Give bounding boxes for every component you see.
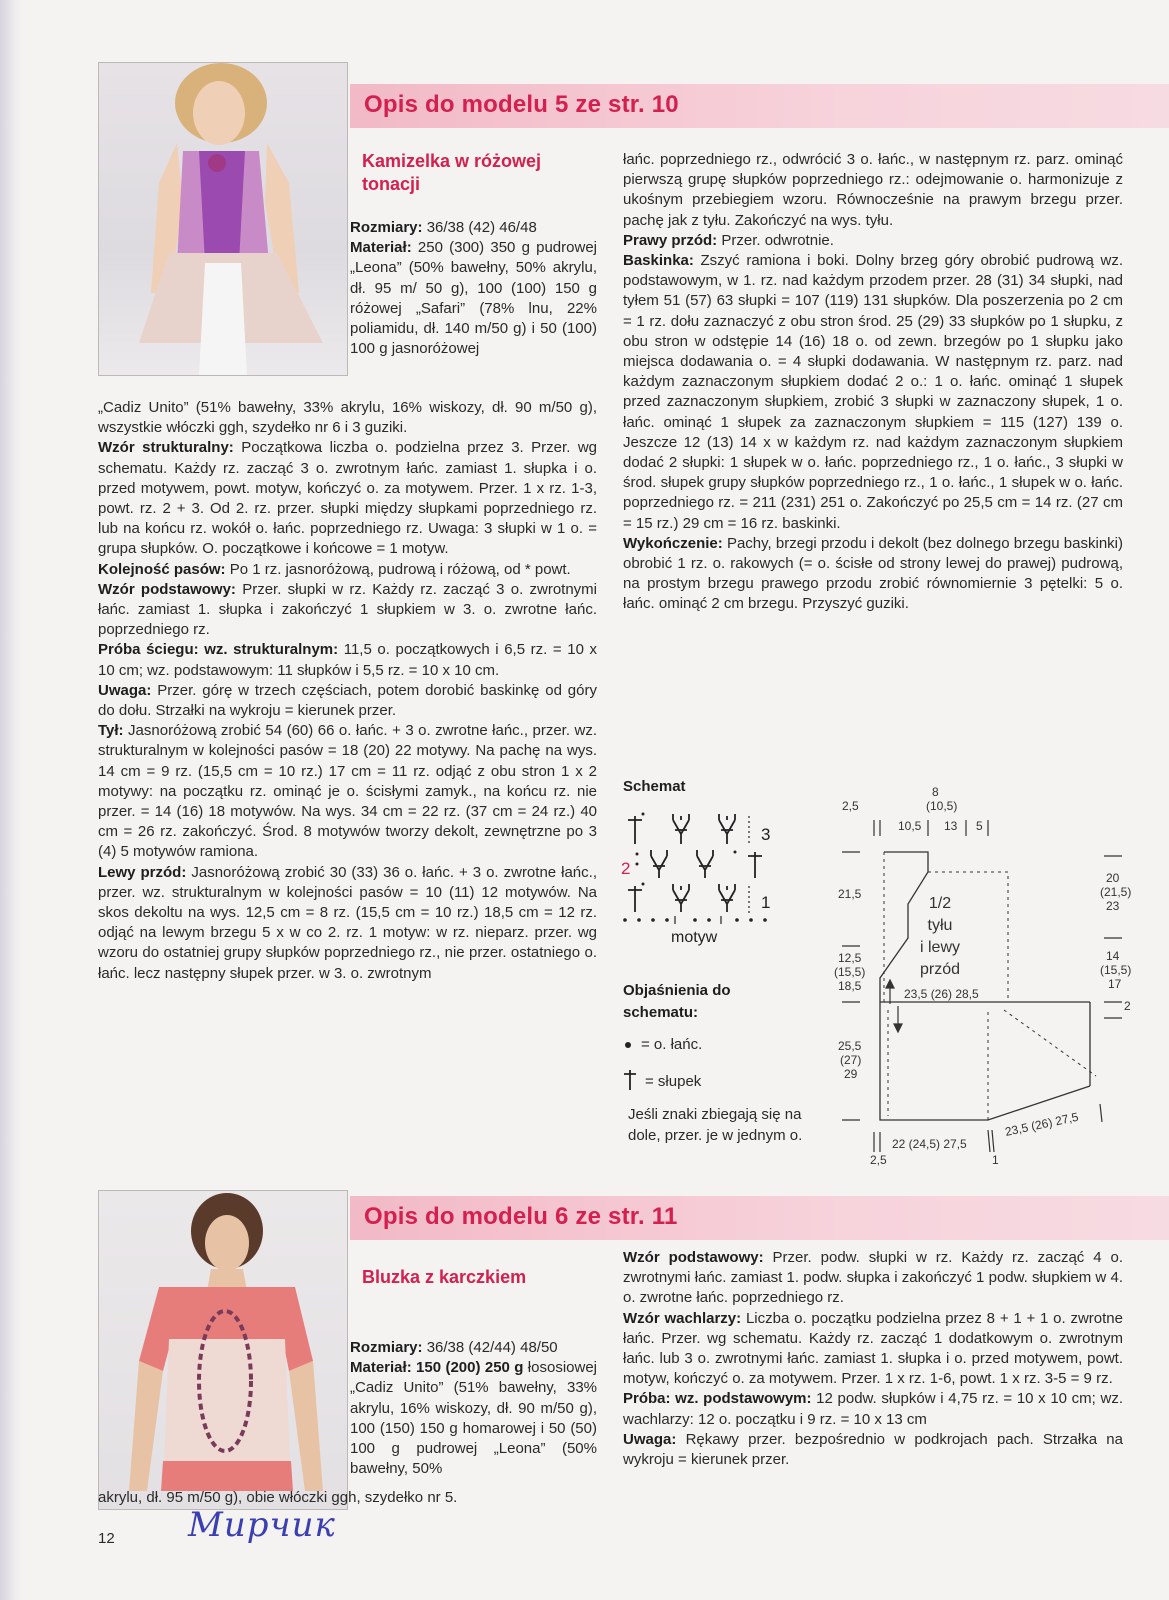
pattern-width-5: 5 <box>976 819 983 833</box>
paragraph-text: Przer. odwrotnie. <box>717 231 834 249</box>
paragraph-text: Jasnoróżową zrobić 30 (33) 36 o. łańc. + 3 o. zwrotne łańc., przer. wz. strukturalnym w kolejności pasów = 10 (11) 12 motywów. Na skos dekoltu na wys. 12,5 cm = 8 rz. (15,5 cm = 10 rz.) 18,5 cm = 12 rz. odjąć na lewym brzegu 5 x w co 2. rz. 1 motyw: w rz. nieparz. przer. wg wzoru do ostatniej grupy słupków poprzedniego rz., nie przer. ostatniego o. łańc. lecz następny słupek przer. w 3. o. zwrotnym <box>98 863 597 982</box>
paragraph-text: Pachy, brzegi przodu i dekolt (bez dolnego brzegu baskinki) obrobić 1 rz. o. rakowych (= o. ścisłe od strony lewej do prawej) pudrową, na prostym brzegu prawego przodu zrobić równomiernie 3 pętelki: 5 o. łańc. ominąć 2 cm brzegu. Przyszyć guziki. <box>623 534 1123 613</box>
paragraph <box>98 580 597 641</box>
model5-column-2 <box>623 150 1123 615</box>
paragraph-label: Rozmiary: <box>350 219 423 236</box>
paragraph-text: Zszyć ramiona i boki. Dolny brzeg góry obrobić pudrową wz. podstawowym, w 1. rz. nad każdym przodem przer. 28 (31) 34 słupki, nad tyłem 51 (57) 63 słupki = 107 (119) 131 słupków. Dla poszerzenia po 2 cm = 1 rz. dołu zaznaczyć z obu stron środ. 25 (29) 33 słupków po 1 słupku, z obu stron w odstępie 14 (16) 18 o. od zewn. brzegów po 1 słupku jako miejsca dodawania o. = 4 słupki dodawania. W następnym rz. parz. nad każdym zaznaczonym słupkiem dodać 2 o.: 1 o. łańc. ominąć 1 słupek przed zaznaczonym słupkiem, zrobić 3 słupki w zaznaczony słupek, 1 o. łańc. ominąć 1 słupek za zaznaczonym słupkiem = 115 (127) 139 o. Jeszcze 12 (13) 14 x w każdym rz. nad każdym zaznaczonym słupkiem dodać 2 słupki: 1 słupek w o. łańc. poprzedniego rz., 1 o. łańc., 3 słupki w środ. słupek grupy słupków poprzedniego rz., 1 o. łańc., 1 słupek w o. łańc. poprzedniego rz. = 211 (231) 251 o. Zakończyć po 25,5 cm = 14 rz. (27 cm = 15 rz.) 29 cm = 16 rz. baskinki. <box>623 252 1123 532</box>
paragraph-text: Po 1 rz. jasnoróżową, pudrową i różową, od * powt. <box>225 560 571 578</box>
paragraph <box>98 681 597 721</box>
paragraph-label: Materiał: <box>350 239 412 257</box>
model6-column-2 <box>623 1248 1123 1470</box>
signature-watermark: Мирчик <box>188 1505 336 1545</box>
pattern-width-2-5: 2,5 <box>842 799 859 813</box>
paragraph-text: „Cadiz Unito” (51% bawełny, 33% akrylu, 16% wiskozy, dł. 90 m/50 g), wszystkie włóczki ggh, szydełko nr 6 i 3 guziki. <box>98 399 597 437</box>
paragraph-label: Próba: wz. podstawowym: <box>623 1390 812 1408</box>
pattern-top-10-5: (10,5) <box>926 799 958 813</box>
pattern-bottom-1: 1 <box>992 1153 999 1167</box>
paragraph <box>350 218 597 238</box>
paragraph-text: łańc. poprzedniego rz., odwrócić 3 o. łańc., w następnym rz. parz. ominąć pierwszą grupę słupków poprzedniego rz.: odejmowanie o. harmonizuje z ukośnym przebiegiem wzoru. Równocześnie na prawym brzegu przer. pachę jak z tyłu. Zakończyć na wys. tyłu. <box>623 151 1123 229</box>
paragraph <box>350 238 597 359</box>
pattern-right-2: 2 <box>1124 999 1131 1013</box>
pattern-top-8: 8 <box>932 785 939 799</box>
model6-column-1 <box>350 1338 597 1479</box>
pattern-bottom-width: 22 (24,5) 27,5 <box>892 1137 967 1151</box>
paragraph-label: Wzór wachlarzy: <box>623 1309 742 1327</box>
chart-chain-dots <box>623 813 767 922</box>
pattern-right-15-5: (15,5) <box>1100 963 1132 977</box>
paragraph <box>623 251 1123 534</box>
chain-dot-icon <box>625 1042 631 1048</box>
paragraph <box>98 721 597 862</box>
pattern-label-line-1: 1/2 <box>928 895 952 912</box>
paragraph-text: 250 (300) 350 g pudrowej „Leona” (50% bawełny, 50% akrylu, dł. 95 m/ 50 g), 100 (100) 150 g różowej „Safari” (78% lnu, 22% poliamidu, dł. 140 m/50 g) i 50 (100) 100 g jasnoróżowej <box>350 239 597 358</box>
paragraph-text: łososiowej „Cadiz Unito” (51% bawełny, 33% akrylu, 16% wiskozy, dł. 90 m/50 g), 100 (150) 150 g homarowej i 50 (50) 100 g pudrowej „Leona” (50% bawełny, 50% <box>350 1359 597 1478</box>
paragraph <box>350 1358 597 1479</box>
garment-pattern-schematic <box>828 780 1148 1170</box>
chart-motif-markers <box>675 816 749 924</box>
model6-title: Bluzka z karczkiem <box>362 1267 527 1287</box>
legend-post-text: = słupek <box>645 1073 702 1090</box>
model6-photo-illustration <box>99 1191 347 1509</box>
pattern-left-27: (27) <box>840 1053 862 1067</box>
pattern-right-17: 17 <box>1108 977 1122 991</box>
crochet-symbol-chart <box>615 808 795 958</box>
pattern-right-20: 20 <box>1106 871 1120 885</box>
pattern-left-15-5: (15,5) <box>834 965 866 979</box>
paragraph-text: Jasnoróżową zrobić 54 (60) 66 o. łańc. + 3 o. zwrotne łańc., przer. wz. strukturalnym w kolejności pasów = 18 (20) 22 motywy. Na pachę na wys. 14 cm = 9 rz. (15,5 cm = 10 rz.) 17 cm = 11 rz. odjąć z obu stron 1 x 2 motywy: na początku rz. ominąć je o. ścisłymi zamyk., na końcu rz. nie przer. = 14 (16) 18 motywów. Na wys. 34 cm = 22 rz. (37 cm = 24 rz.) 40 cm = 26 rz. zakończyć. Środ. 8 motywów tworzy dekolt, zewnętrzne po 3 (4) 5 motywów ramiona. <box>98 722 597 861</box>
legend-heading: Objaśnienia do schematu: <box>623 982 731 1021</box>
paragraph-text: 12 podw. słupków i 4,75 rz. = 10 x 10 cm; wz. wachlarzy: 12 o. początku i 9 rz. = 10 x 13 cm <box>623 1390 1124 1428</box>
model5-column-1 <box>350 218 597 359</box>
pattern-right-21-5: (21,5) <box>1100 885 1132 899</box>
paragraph-label: Próba ściegu: wz. strukturalnym: <box>98 641 339 659</box>
model5-banner <box>350 84 1169 128</box>
legend-note: Jeśli znaki zbiegają się na dole, przer. je w jednym o. <box>628 1106 803 1144</box>
paragraph <box>623 150 1123 231</box>
pattern-left-18-5: 18,5 <box>838 979 862 993</box>
pattern-mid-width: 23,5 (26) 28,5 <box>904 987 979 1001</box>
schema-heading: Schemat <box>623 778 686 795</box>
pattern-label-line-4: przód <box>919 961 961 978</box>
paragraph-label: Wykończenie: <box>623 534 723 552</box>
paragraph-label: Prawy przód: <box>623 231 718 249</box>
legend-post <box>623 1068 701 1092</box>
paragraph-text: Przer. podw. słupki w rz. Każdy rz. zacząć 4 o. zwrotnymi łańc. zamiast 1. podw. słupka i zakończyć 1 podw. słupkiem w 4. o. zwrotne łańc. poprzedniego rz. <box>623 1249 1123 1307</box>
pattern-width-10-5: 10,5 <box>898 819 922 833</box>
paragraph-label: Tył: <box>98 722 124 740</box>
model5-banner-title: Opis do modelu 5 ze str. 10 <box>364 91 679 118</box>
pattern-right-14: 14 <box>1106 949 1120 963</box>
paragraph-label: Wzór strukturalny: <box>98 439 234 457</box>
paragraph <box>98 438 597 559</box>
pattern-outline <box>880 852 1090 1120</box>
paragraph <box>350 1338 597 1358</box>
legend-chain-text: = o. łańc. <box>641 1036 703 1053</box>
model6-banner <box>350 1196 1169 1240</box>
pattern-left-21-5: 21,5 <box>838 887 862 901</box>
paragraph-label: Uwaga: <box>98 681 152 699</box>
paragraph-text: 11,5 o. początkowych i 6,5 rz. = 10 x 10 cm; wz. podstawowym: 11 słupków i 5,5 rz. = 10 x 10 cm. <box>98 641 597 679</box>
model6-photo <box>98 1190 348 1510</box>
model6-column-1-continued <box>98 1488 597 1508</box>
paragraph-label: Rozmiary: <box>350 1339 423 1356</box>
paragraph-text: Liczba o. początku podzielna przez 8 + 1 + 1 o. zwrotne łańc. Przer. wg schematu. Każdy rz. zacząć 1 dodatkowym o. zwrotnym łańc. lub 3 o. zwrotnymi łańc. zamiast 1. słupka i o. przed motywem, powt. motyw, kończyć o. za motywem. Przer. 1 x rz. 1-6, powt. 1 x rz. 3-5 = 9 rz. <box>623 1309 1123 1388</box>
model5-title: Kamizelka w różowej tonacji <box>362 151 542 194</box>
pattern-label-line-3: i lewy <box>919 939 961 956</box>
chart-row-3-symbols <box>628 814 735 844</box>
page-gutter <box>0 0 22 1600</box>
post-stitch-icon <box>623 1068 637 1090</box>
paragraph-label: Lewy przód: <box>98 863 187 881</box>
paragraph-text: akrylu, dł. 95 m/50 g), obie włóczki ggh, szydełko nr 5. <box>98 1489 458 1506</box>
paragraph <box>623 1248 1123 1309</box>
pattern-left-25-5: 25,5 <box>838 1039 862 1053</box>
model5-column-1-continued <box>98 398 597 984</box>
pattern-label-line-2: tyłu <box>927 917 953 934</box>
paragraph-text: 36/38 (42/44) 48/50 <box>422 1339 558 1356</box>
paragraph-label: Materiał: 150 (200) 250 g <box>350 1359 524 1377</box>
model5-photo <box>98 62 348 376</box>
pattern-diagonal-width: 23,5 (26) 27,5 <box>1003 1109 1080 1139</box>
chart-row-label-3: 3 <box>761 825 771 844</box>
pattern-left-29: 29 <box>844 1067 858 1081</box>
paragraph-label: Uwaga: <box>623 1430 677 1448</box>
paragraph <box>98 640 597 680</box>
legend-chain <box>625 1034 702 1055</box>
model6-banner-title: Opis do modelu 6 ze str. 11 <box>364 1203 678 1230</box>
paragraph-text: 36/38 (42) 46/48 <box>422 219 537 236</box>
chart-row-2-symbols <box>651 850 762 878</box>
chart-row-1-symbols <box>628 884 735 912</box>
paragraph <box>623 534 1123 615</box>
paragraph-text: Przer. słupki w rz. Każdy rz. zacząć 3 o. zwrotnymi łańc. zamiast 1. słupka i zakończyć 1 słupkiem w 3. o. zwrotne łańc. poprzedniego rz. <box>98 580 598 639</box>
page-number: 12 <box>98 1530 115 1547</box>
model5-photo-illustration <box>99 63 347 375</box>
paragraph <box>98 1488 597 1508</box>
chart-row-label-2: 2 <box>621 859 631 878</box>
pattern-bottom-2-5: 2,5 <box>870 1153 887 1167</box>
motif-label: motyw <box>671 929 718 946</box>
paragraph <box>98 560 597 580</box>
paragraph <box>98 863 597 984</box>
paragraph-label: Wzór podstawowy: <box>98 580 236 598</box>
paragraph-text: Przer. górę w trzech częściach, potem dorobić baskinkę od góry do dołu. Strzałki na wykroju = kierunek przer. <box>98 681 597 720</box>
paragraph <box>623 231 1123 251</box>
pattern-left-12-5: 12,5 <box>838 951 862 965</box>
paragraph-text: Początkowa liczba o. podzielna przez 3. Przer. wg schematu. Każdy rz. zacząć 3 o. zwrotnym łańc. zamiast 1. słupka i o. przed motywem, powt. motyw, kończyć o. za motywem. Przer. 1 x rz. 1-3, powt. rz. 2 + 3. Od 2. rz. przer. słupki między słupkami poprzedniego rz. lub na końcu rz. wokół o. łańc. poprzedniego rz. Uwaga: 3 słupki w 1 o. = grupa słupków. O. początkowe i końcowe = 1 motyw. <box>98 439 597 558</box>
paragraph <box>623 1309 1123 1390</box>
pattern-right-23: 23 <box>1106 899 1120 913</box>
paragraph-text: Rękawy przer. bezpośrednio w podkrojach pach. Strzałka na wykroju = kierunek przer. <box>623 1430 1123 1469</box>
chart-row-label-1: 1 <box>761 893 771 912</box>
paragraph-label: Kolejność pasów: <box>98 560 226 578</box>
pattern-width-13: 13 <box>944 819 958 833</box>
paragraph-label: Wzór podstawowy: <box>623 1249 764 1266</box>
paragraph <box>623 1430 1123 1470</box>
paragraph-label: Baskinka: <box>623 252 694 270</box>
paragraph <box>623 1389 1123 1429</box>
paragraph <box>98 398 597 438</box>
